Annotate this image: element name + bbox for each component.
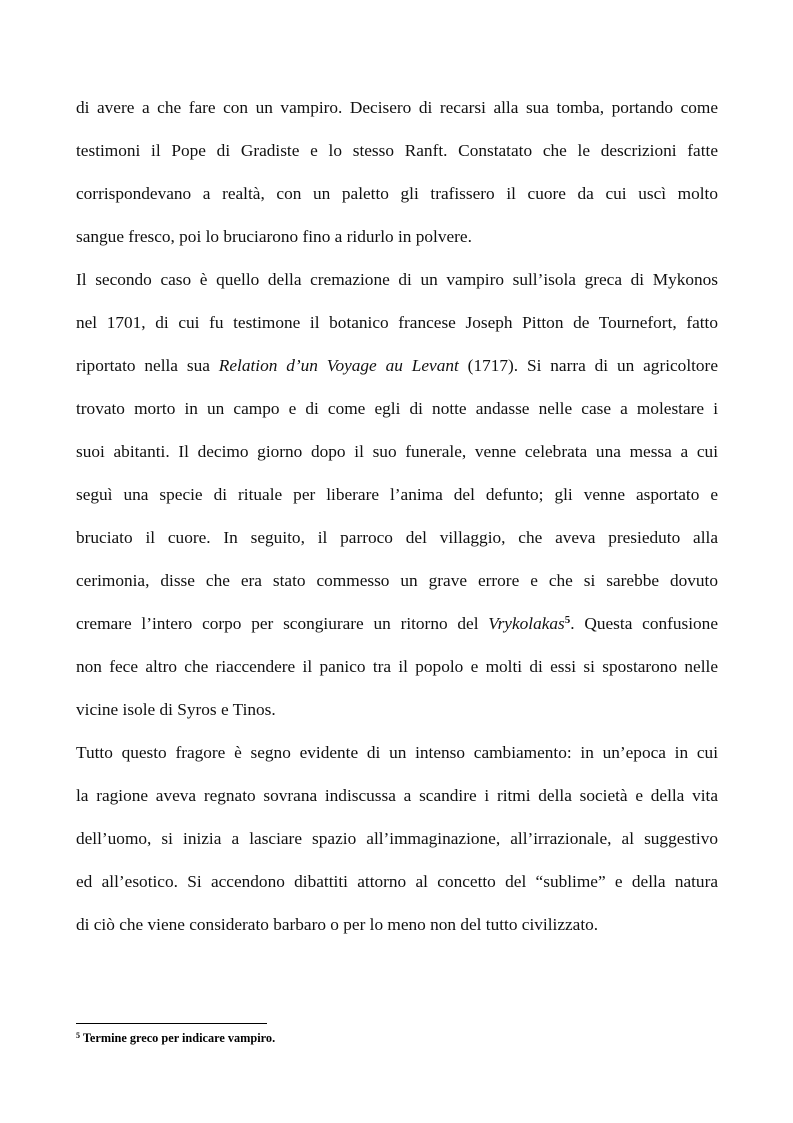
text-run: trovato morto in un campo e di come egli di notte andasse nelle case a molestare i xyxy=(76,399,718,418)
text-line xyxy=(76,602,718,645)
text-line xyxy=(76,129,718,172)
text-line xyxy=(76,516,718,559)
footnote-separator xyxy=(76,1023,267,1024)
text-line xyxy=(76,903,718,946)
text-line xyxy=(76,430,718,473)
text-line xyxy=(76,473,718,516)
text-run: non fece altro che riaccendere il panico tra il popolo e molti di essi si spostarono nelle xyxy=(76,657,718,676)
footnote-text: Termine greco per indicare vampiro. xyxy=(80,1031,276,1045)
text-line xyxy=(76,387,718,430)
text-line xyxy=(76,301,718,344)
text-run: la ragione aveva regnato sovrana indiscussa a scandire i ritmi della società e della vita xyxy=(76,786,718,805)
paragraph xyxy=(76,258,718,731)
text-line xyxy=(76,559,718,602)
text-line xyxy=(76,731,718,774)
text-run: corrispondevano a realtà, con un paletto gli trafissero il cuore da cui uscì molto xyxy=(76,184,718,203)
footnote-reference: 5 xyxy=(564,614,571,626)
text-run: dell’uomo, si inizia a lasciare spazio all’immaginazione, all’irrazionale, al suggestivo xyxy=(76,829,718,848)
text-run: cremare l’intero corpo per scongiurare un ritorno del xyxy=(76,614,489,633)
italic-title: Relation d’un Voyage au Levant xyxy=(218,356,459,375)
paragraph xyxy=(76,731,718,946)
text-run: ed all’esotico. Si accendono dibattiti attorno al concetto del “sublime” e della natura xyxy=(76,872,718,891)
paragraph xyxy=(76,86,718,258)
text-run: di avere a che fare con un vampiro. Decisero di recarsi alla sua tomba, portando come xyxy=(76,98,718,117)
text-run: sangue fresco, poi lo bruciarono fino a ridurlo in polvere. xyxy=(76,227,472,246)
text-line xyxy=(76,86,718,129)
text-run: nel 1701, di cui fu testimone il botanico francese Joseph Pitton de Tournefort, fatto xyxy=(76,313,718,332)
text-line xyxy=(76,215,718,258)
text-run: riportato nella sua xyxy=(76,356,219,375)
text-run: di ciò che viene considerato barbaro o per lo meno non del tutto civilizzato. xyxy=(76,915,599,934)
text-line xyxy=(76,645,718,688)
text-run: . Questa confusione xyxy=(570,614,718,633)
text-run: (1717). Si narra di un agricoltore xyxy=(458,356,718,375)
text-line xyxy=(76,688,718,731)
body-text xyxy=(76,86,718,946)
text-run: Tutto questo fragore è segno evidente di un intenso cambiamento: in un’epoca in cui xyxy=(76,743,718,762)
italic-title: Vrykolakas xyxy=(488,614,565,633)
text-line xyxy=(76,172,718,215)
text-line xyxy=(76,258,718,301)
footnote-number: 5 xyxy=(76,1031,80,1040)
text-run: Il secondo caso è quello della cremazione di un vampiro sull’isola greca di Mykonos xyxy=(76,270,718,289)
text-run: bruciato il cuore. In seguito, il parroco del villaggio, che aveva presieduto alla xyxy=(76,528,718,547)
text-run: suoi abitanti. Il decimo giorno dopo il suo funerale, venne celebrata una messa a cui xyxy=(76,442,718,461)
text-line xyxy=(76,344,718,387)
footnote xyxy=(76,1031,275,1046)
text-run: seguì una specie di rituale per liberare l’anima del defunto; gli venne asportato e xyxy=(76,485,718,504)
text-line xyxy=(76,774,718,817)
text-run: testimoni il Pope di Gradiste e lo stesso Ranft. Constatato che le descrizioni fatte xyxy=(76,141,718,160)
text-run: vicine isole di Syros e Tinos. xyxy=(76,700,276,719)
text-run: cerimonia, disse che era stato commesso un grave errore e che si sarebbe dovuto xyxy=(76,571,718,590)
text-line xyxy=(76,817,718,860)
text-line xyxy=(76,860,718,903)
